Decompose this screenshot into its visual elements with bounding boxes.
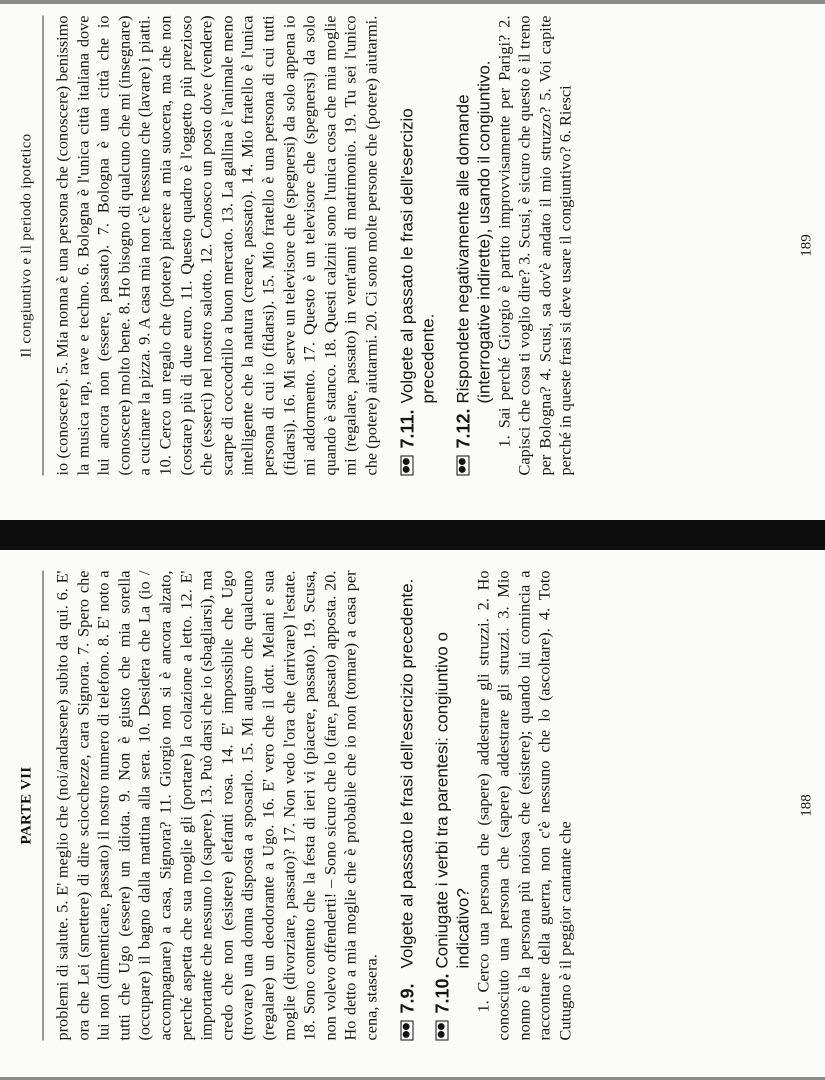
page-number: 188 xyxy=(798,793,814,817)
exercise-number: 7.12. xyxy=(452,407,473,448)
exercise-number: 7.11. xyxy=(396,408,417,448)
exercise xyxy=(396,15,438,475)
right-page xyxy=(0,5,825,515)
difficulty-badge-icon: ●● xyxy=(456,455,469,475)
paragraph: problemi di salute. 5. E' meglio che (noi/andarsene) subito da qui. 6. E' ora che Lei (smettere) di dire sciocchezze, cara Signora. 7. Spero che lui non (dimenticare, passato) il nostro numero di telefono. 8. E' noto a tutti che Ugo (essere) un idiota. 9. Non è giusto che mia sorella (occupare) il bagno dalla mattina alla sera. 10. Desidera che La (io / accompagnare) a casa, Signora? 11. Giorgio non si è ancora alzato, perché aspetta che sua moglie gli (portare) la colazione a letto. 12. E' importante che nessuno lo (sapere). 13. Può darsi che io (sbagliarsi), ma credo che non (esistere) elefanti rosa. 14. E' impossibile che Ugo (trovare) una donna disposta a sposarlo. 15. Mi auguro che qualcuno (regalare) un deodorante a Ugo. 16. E' vero che il dott. Melani e sua moglie (divorziare, passato)? 17. Non vedo l'ora che (arrivare) l'estate. 18. Sono contento che la festa di ieri vi (piacere, passato). 19. Scusa, non volevo offenderti! – Sono sicuro che lo (fare, passato) apposta. 20. Ho detto a mia moglie che è probabile che io non (tornare) a casa per cena, stasera. xyxy=(52,570,380,1040)
exercise-instruction: Volgete al passato le frasi dell'esercizio precedente. xyxy=(396,107,437,403)
exercise-text: 1. Cerco una persona che (sapere) addestrare gli struzzi. 2. Ho conosciuto una persona che (sapere) addestrare gli struzzi. 3. Mio nonno è la persona più noiosa che (esistere); quando lui comincia a raccontare della guerra, non c'è nessuno che lo (ascoltare). 4. Toto Cutugno è il peggior cantante che xyxy=(472,570,574,1040)
page-header: PARTE VII xyxy=(18,766,34,844)
difficulty-badge-icon: ●● xyxy=(400,455,413,475)
exercise xyxy=(431,570,473,1040)
difficulty-badge-icon: ●● xyxy=(400,1020,413,1040)
exercise xyxy=(396,570,417,1040)
exercise-instruction: Rispondete negativamente alle domande (interrogative indirette), usando il congiuntivo. xyxy=(452,59,493,403)
exercise-number: 7.9. xyxy=(396,982,417,1013)
page-header: Il congiuntivo e il periodo ipotetico xyxy=(18,133,34,357)
exercise-instruction: Volgete al passato le frasi dell'esercizio precedente. xyxy=(396,578,416,968)
exercise-instruction: Coniugate i verbi tra parentesi: congiuntivo o indicativo? xyxy=(431,631,472,968)
page-number: 189 xyxy=(798,233,814,257)
exercise-number: 7.10. xyxy=(431,972,452,1013)
difficulty-badge-icon: ●● xyxy=(435,1020,448,1040)
page-body xyxy=(52,570,575,1040)
header-rule xyxy=(42,570,43,1040)
page-body xyxy=(52,15,576,475)
exercise xyxy=(452,15,494,475)
header-rule xyxy=(42,15,43,475)
paragraph: io (conoscere). 5. Mia nonna è una persona che (conoscere) benissimo la musica rap, rave e techno. 6. Bologna è l'unica città italiana dove lui ancora non (essere, passato). 7. Bologna è una città che io (conoscere) molto bene. 8. Ho bisogno di qualcuno che mi (insegnare) a cucinare la pizza. 9. A casa mia non c'è nessuno che (lavare) i piatti. 10. Cerco un regalo che (potere) piacere a mia suocera, ma che non (costare) più di due euro. 11. Questo quadro è l'oggetto più prezioso che (esserci) nel nostro salotto. 12. Conosco un posto dove (vendere) scarpe di coccodrillo a buon mercato. 13. La gallina è l'animale meno intelligente che la natura (creare, passato). 14. Mio fratello è l'unica persona di cui io (fidarsi). 15. Mio fratello è una persona di cui tutti (fidarsi). 16. Mi serve un televisore che (spegnersi) da solo appena io mi addormento. 17. Questo è un televisore che (spegnersi) da solo quando è stanco. 18. Questi calzini sono l'unica cosa che mia moglie mi (regalare, passato) in vent'anni di matrimonio. 19. Tu sei l'unico che (potere) aiutarmi. 20. Ci sono molte persone che (potere) aiutarmi. xyxy=(52,15,380,475)
exercise-text: 1. Sai perché Giorgio è partito improvvisamente per Parigi? 2. Capisci che cosa ti voglio dire? 3. Scusi, è sicuro che questo è il treno per Bologna? 4. Scusi, sa dov'è andato il mio struzzo? 5. Voi capite perché in queste frasi si deve usare il congiuntivo? 6. Riesci xyxy=(493,15,575,475)
left-page xyxy=(0,560,825,1080)
